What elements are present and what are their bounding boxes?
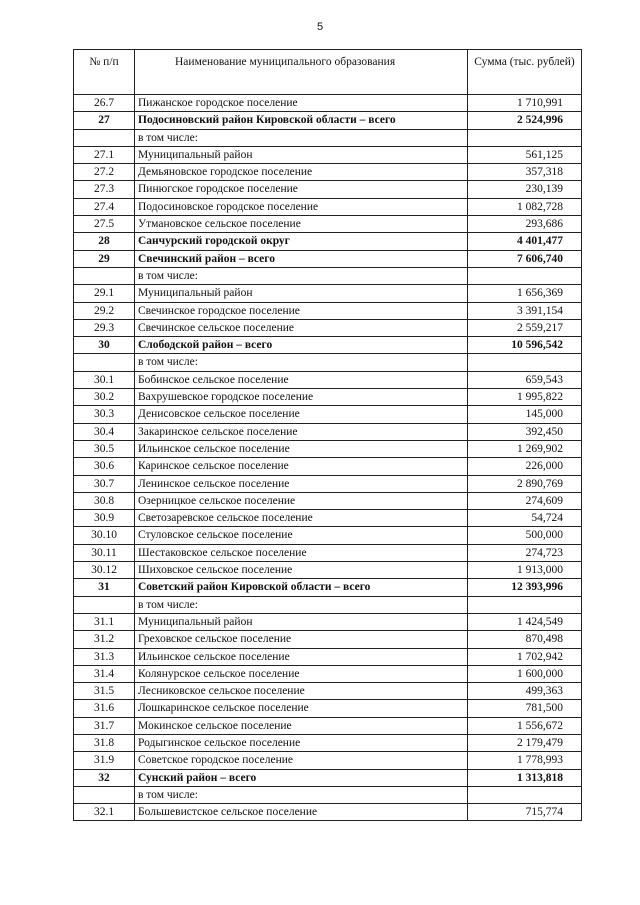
table-row [74,683,582,700]
row-number-cell: 30.12 [74,562,135,579]
row-number-cell: 30.8 [74,492,135,509]
row-number-cell: 32.1 [74,804,135,821]
row-name-cell: в том числе: [135,267,468,284]
row-number-cell: 31.7 [74,717,135,734]
row-number-cell: 30.11 [74,544,135,561]
row-number-cell [74,267,135,284]
row-name-cell: Ленинское сельское поселение [135,475,468,492]
row-number-cell: 30.6 [74,458,135,475]
row-name-cell: Утмановское сельское поселение [135,216,468,233]
table-row [74,302,582,319]
row-sum-cell: 357,318 [468,164,582,181]
row-number-cell: 27.3 [74,181,135,198]
row-number-cell: 31.2 [74,631,135,648]
row-sum-cell: 2 524,996 [468,112,582,129]
table-row [74,596,582,613]
row-number-cell: 27.1 [74,146,135,163]
row-number-cell: 31.4 [74,665,135,682]
table-row [74,544,582,561]
table-row [74,371,582,388]
table-row [74,146,582,163]
table-row [74,631,582,648]
row-number-cell: 30.1 [74,371,135,388]
row-number-cell: 29 [74,250,135,267]
row-number-cell: 30.2 [74,389,135,406]
row-name-cell: Большевистское сельское поселение [135,804,468,821]
row-sum-cell: 392,450 [468,423,582,440]
row-name-cell: Слободской район – всего [135,337,468,354]
row-name-cell: Демьяновское городское поселение [135,164,468,181]
table-row [74,267,582,284]
table-row [74,475,582,492]
row-number-cell: 30 [74,337,135,354]
table-row-total [74,250,582,267]
row-name-cell: Колянурское сельское поселение [135,665,468,682]
table-row [74,700,582,717]
row-sum-cell: 499,363 [468,683,582,700]
row-sum-cell: 715,774 [468,804,582,821]
table-row [74,285,582,302]
row-name-cell: Подосиновский район Кировской области – всего [135,112,468,129]
row-name-cell: Закаринское сельское поселение [135,423,468,440]
row-number-cell: 31 [74,579,135,596]
row-sum-cell: 659,543 [468,371,582,388]
row-name-cell: Свечинское сельское поселение [135,319,468,336]
row-number-cell: 30.4 [74,423,135,440]
table-row [74,752,582,769]
row-sum-cell: 54,724 [468,510,582,527]
row-sum-cell: 3 391,154 [468,302,582,319]
row-name-cell: Свечинский район – всего [135,250,468,267]
row-sum-cell: 1 556,672 [468,717,582,734]
row-sum-cell: 7 606,740 [468,250,582,267]
row-number-cell: 27.2 [74,164,135,181]
row-number-cell: 29.2 [74,302,135,319]
row-name-cell: Санчурский городской округ [135,233,468,250]
table-row [74,216,582,233]
row-sum-cell: 1 913,000 [468,562,582,579]
table-row [74,613,582,630]
row-number-cell: 31.6 [74,700,135,717]
row-sum-cell: 1 313,818 [468,769,582,786]
row-number-cell: 30.10 [74,527,135,544]
row-sum-cell: 1 656,369 [468,285,582,302]
row-name-cell: Муниципальный район [135,146,468,163]
row-sum-cell: 274,723 [468,544,582,561]
row-number-cell: 26.7 [74,95,135,112]
table-row [74,648,582,665]
row-name-cell: Каринское сельское поселение [135,458,468,475]
row-sum-cell: 500,000 [468,527,582,544]
table-row [74,786,582,803]
table-row [74,717,582,734]
row-number-cell: 27 [74,112,135,129]
table-row-total [74,233,582,250]
row-sum-cell: 274,609 [468,492,582,509]
row-sum-cell: 2 179,479 [468,734,582,751]
row-sum-cell: 1 269,902 [468,440,582,457]
row-sum-cell: 293,686 [468,216,582,233]
row-number-cell: 30.3 [74,406,135,423]
row-name-cell: Бобинское сельское поселение [135,371,468,388]
row-number-cell: 29.1 [74,285,135,302]
table-row [74,129,582,146]
table-row [74,734,582,751]
row-sum-cell: 1 995,822 [468,389,582,406]
row-sum-cell: 1 600,000 [468,665,582,682]
row-number-cell: 30.7 [74,475,135,492]
row-number-cell: 31.1 [74,613,135,630]
row-sum-cell: 1 710,991 [468,95,582,112]
row-name-cell: в том числе: [135,786,468,803]
row-name-cell: Светозаревское сельское поселение [135,510,468,527]
table-row [74,440,582,457]
table-row [74,198,582,215]
table-row [74,95,582,112]
row-sum-cell: 2 559,217 [468,319,582,336]
row-name-cell: Стуловское сельское поселение [135,527,468,544]
row-sum-cell: 230,139 [468,181,582,198]
row-number-cell: 27.5 [74,216,135,233]
row-sum-cell: 1 702,942 [468,648,582,665]
header-sum: Сумма (тыс. рублей) [468,50,582,95]
table-row-total [74,337,582,354]
row-sum-cell: 10 596,542 [468,337,582,354]
row-number-cell: 29.3 [74,319,135,336]
table-row [74,389,582,406]
row-number-cell [74,596,135,613]
page-number: 5 [316,21,324,33]
table-row [74,164,582,181]
row-sum-cell [468,129,582,146]
row-name-cell: в том числе: [135,596,468,613]
table-row [74,354,582,371]
row-number-cell: 30.5 [74,440,135,457]
row-name-cell: Пижанское городское поселение [135,95,468,112]
row-number-cell: 31.5 [74,683,135,700]
row-name-cell: Подосиновское городское поселение [135,198,468,215]
row-sum-cell: 4 401,477 [468,233,582,250]
table-row [74,527,582,544]
row-sum-cell: 1 424,549 [468,613,582,630]
row-name-cell: Вахрушевское городское поселение [135,389,468,406]
row-number-cell [74,129,135,146]
row-sum-cell: 781,500 [468,700,582,717]
row-number-cell: 31.9 [74,752,135,769]
table-row [74,804,582,821]
row-sum-cell: 561,125 [468,146,582,163]
row-name-cell: Советский район Кировской области – всего [135,579,468,596]
row-number-cell: 31.3 [74,648,135,665]
row-name-cell: Шиховское сельское поселение [135,562,468,579]
row-name-cell: Советское городское поселение [135,752,468,769]
table-row [74,665,582,682]
row-number-cell [74,354,135,371]
row-sum-cell [468,354,582,371]
row-name-cell: Сунский район – всего [135,769,468,786]
row-name-cell: Ильинское сельское поселение [135,648,468,665]
row-name-cell: Родыгинское сельское поселение [135,734,468,751]
row-name-cell: в том числе: [135,129,468,146]
header-name: Наименование муниципального образования [135,50,468,95]
row-number-cell: 31.8 [74,734,135,751]
row-number-cell: 30.9 [74,510,135,527]
row-name-cell: Лесниковское сельское поселение [135,683,468,700]
table-row-total [74,579,582,596]
row-sum-cell: 1 082,728 [468,198,582,215]
row-name-cell: Шестаковское сельское поселение [135,544,468,561]
row-name-cell: Греховское сельское поселение [135,631,468,648]
row-name-cell: Мокинское сельское поселение [135,717,468,734]
row-number-cell: 27.4 [74,198,135,215]
table-row [74,510,582,527]
table-row-total [74,769,582,786]
row-name-cell: Озерницкое сельское поселение [135,492,468,509]
table-row [74,181,582,198]
row-sum-cell: 226,000 [468,458,582,475]
row-sum-cell [468,786,582,803]
table-row [74,492,582,509]
table-row [74,423,582,440]
row-sum-cell: 2 890,769 [468,475,582,492]
row-name-cell: Ильинское сельское поселение [135,440,468,457]
row-name-cell: в том числе: [135,354,468,371]
table-row [74,406,582,423]
table-row-total [74,112,582,129]
row-name-cell: Денисовское сельское поселение [135,406,468,423]
row-name-cell: Муниципальный район [135,613,468,630]
row-name-cell: Лошкаринское сельское поселение [135,700,468,717]
table-row [74,458,582,475]
table-row [74,319,582,336]
row-name-cell: Муниципальный район [135,285,468,302]
row-sum-cell [468,596,582,613]
row-number-cell: 28 [74,233,135,250]
table-body [74,95,582,821]
row-name-cell: Свечинское городское поселение [135,302,468,319]
row-number-cell [74,786,135,803]
row-number-cell: 32 [74,769,135,786]
row-sum-cell: 145,000 [468,406,582,423]
row-sum-cell: 1 778,993 [468,752,582,769]
municipal-sums-table [73,49,582,821]
row-name-cell: Пинюгское городское поселение [135,181,468,198]
table-header-row [74,50,582,95]
row-sum-cell [468,267,582,284]
row-sum-cell: 870,498 [468,631,582,648]
header-number: № п/п [74,50,135,95]
table-row [74,562,582,579]
row-sum-cell: 12 393,996 [468,579,582,596]
